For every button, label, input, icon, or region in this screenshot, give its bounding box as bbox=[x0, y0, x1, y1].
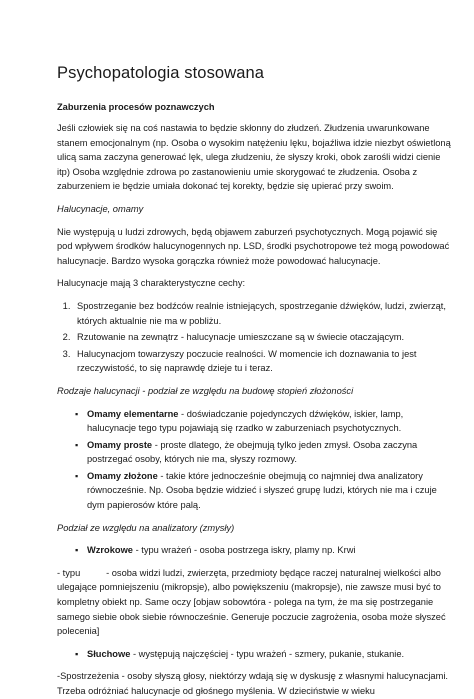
bullet-icon: ▪ bbox=[75, 408, 79, 419]
term: Omamy złożone bbox=[87, 470, 158, 481]
types-list bbox=[57, 407, 454, 513]
term: Omamy proste bbox=[87, 439, 153, 450]
list-item: 2. Rzutowanie na zewnątrz - halucynacje umieszczane są w świecie otaczającym. bbox=[73, 330, 454, 345]
paragraph-visual-detail: - typu - osoba widzi ludzi, zwierzęta, przedmioty będące raczej naturalnej wielkości albo ulegające pomniejszeniu (mikropsje), albo powiększeniu (makropsje), nie zawsze musi być to kompletny obiekt np. Same oczy [objaw sobowtóra - polega na tym, że ma się postrzeganie samego siebie obok siebie równocześnie. Generuje poczucie zagrożenia, osoba może słyszeć polecenia] bbox=[57, 567, 449, 637]
list-item bbox=[75, 407, 454, 436]
subheading-hallucinations: Halucynacje, omamy bbox=[57, 203, 144, 214]
paragraph-illusions: Jeśli człowiek się na coś nastawia to będzie skłonny do złudzeń. Złudzenia uwarunkowane stanem emocjonalnym (np. Osoba o wysokim natężeniu lęku, bojaźliwa idzie niezbyt oświetloną ulicą sama zaczyna generować lęk, ulega złudzeniu, że słyszy kroki, obok zarośli widzi cienie itp) Osoba względnie zdrowa po zastanowieniu umie skorygować te złudzenia. Osoba z zaburzeniem ie będzie umiała dokonać tej korekty, będzie się upierać przy swoim. bbox=[57, 123, 451, 192]
definition: - doświadczanie pojedynczych dźwięków, iskier, lamp, halucynacje tego typu pojawiają się rzadko w zaburzeniach psychotycznych. bbox=[87, 408, 404, 434]
list-item bbox=[75, 469, 454, 513]
definition: - proste dlatego, że obejmują tylko jeden zmysł. Osoba zaczyna postrzegać osoby, których nie ma, słyszy rozmowy. bbox=[87, 439, 418, 465]
list-item: 1. Spostrzeganie bez bodźców realnie istniejących, spostrzeganie dźwięków, ludzi, zwierząt, których aktualnie nie ma w pobliżu. bbox=[73, 299, 454, 328]
bullet-icon: ▪ bbox=[75, 439, 79, 450]
list-item bbox=[75, 438, 454, 467]
paragraph-hallucinations: Nie występują u ludzi zdrowych, będą objawem zaburzeń psychotycznych. Mogą pojawić się pod wpływem środków halucynogennych np. LSD, środki psychotropowe też mogą powodować halucynacje. Bardzo wysoka gorączka również może powodować halucynacje. bbox=[57, 226, 450, 266]
auditory-item bbox=[75, 647, 454, 662]
bullet-icon: ▪ bbox=[75, 648, 79, 659]
subheading-types: Rodzaje halucynacji - podział ze względu na budowę stopień złożoności bbox=[57, 385, 354, 396]
paragraph-features-intro: Halucynacje mają 3 charakterystyczne cechy: bbox=[57, 278, 246, 289]
subheading-senses: Podział ze względu na analizatory (zmysły) bbox=[57, 522, 235, 533]
term: Wzrokowe bbox=[87, 545, 133, 556]
definition: - występują najczęściej - typu wrażeń - szmery, pukanie, stukanie. bbox=[130, 648, 405, 659]
term: Omamy elementarne bbox=[87, 408, 179, 419]
features-list bbox=[57, 299, 454, 376]
definition: - typu wrażeń - osoba postrzega iskry, plamy np. Krwi bbox=[132, 545, 356, 556]
bullet-icon: ▪ bbox=[75, 545, 79, 556]
list-item: 3. Halucynacjom towarzyszy poczucie realności. W momencie ich doznawania to jest rzeczywistość, to się naprawdę dzieje tu i teraz. bbox=[73, 347, 454, 376]
visual-item bbox=[75, 543, 454, 558]
paragraph-auditory-detail: -Spostrzeżenia - osoby słyszą głosy, niektórzy wdają się w dyskusję z własnymi halucynacjami. Trzeba odróżniać halucynacje od głośnego myślenia. W dzieciństwie w wieku bbox=[57, 671, 448, 696]
bullet-icon: ▪ bbox=[75, 470, 79, 481]
document-title: Psychopatologia stosowana bbox=[57, 64, 265, 82]
term: Słuchowe bbox=[87, 648, 131, 659]
definition: - takie które jednocześnie obejmują co najmniej dwa analizatory równocześnie. Np. Osoba będzie widzieć i słyszeć grupę ludzi, których nie ma i czuje dym papierosów które palą. bbox=[87, 470, 437, 511]
section-heading: Zaburzenia procesów poznawczych bbox=[57, 102, 215, 112]
